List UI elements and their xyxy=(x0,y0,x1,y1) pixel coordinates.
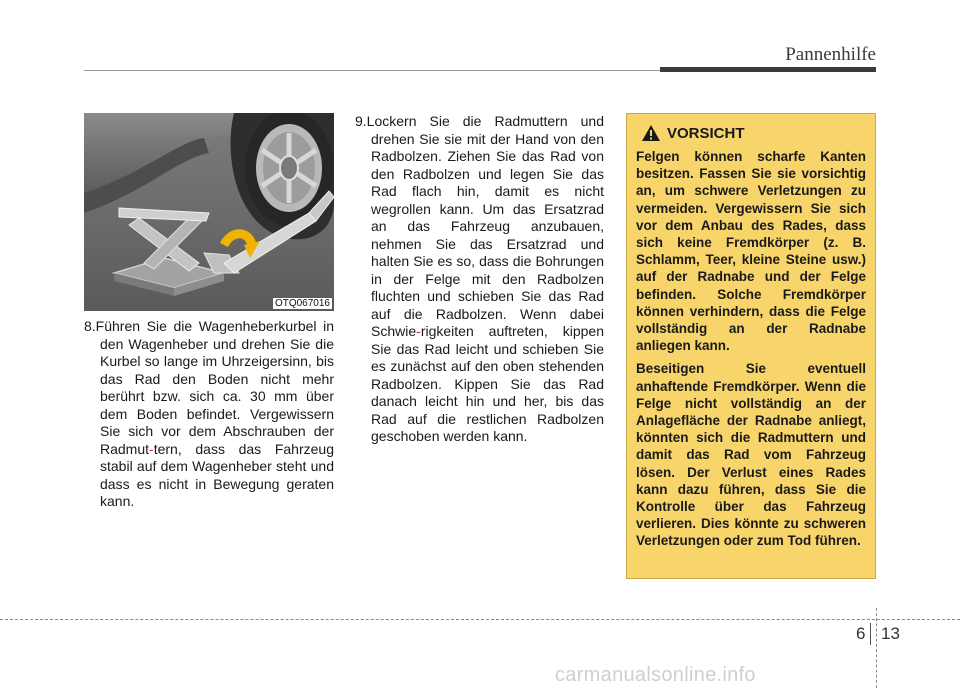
jack-illustration xyxy=(84,113,334,311)
footer-rule xyxy=(0,619,960,620)
jack-crank-illustration xyxy=(84,113,334,311)
warning-box xyxy=(626,113,876,579)
warning-header xyxy=(636,124,866,142)
footer-crop-mark xyxy=(876,608,877,688)
middle-column xyxy=(355,113,604,446)
step-8-text: 8.Führen Sie die Wagenheberkurbel in den Wagenheber und drehen Sie die Kurbel so lange im Uhrzeigersinn, bis das Rad den Boden nicht mehr berührt bzw. sich ca. 30 mm über dem Boden befindet. Vergewissern Sie sich vor dem Abschrauben der Radmut-tern, dass das Fahrzeug stabil auf dem Wagenheber steht und dass es nicht in Bewegung geraten kann. xyxy=(84,318,334,509)
warning-triangle-icon xyxy=(641,124,661,142)
page-number: 13 xyxy=(881,624,900,643)
chapter-number: 6 xyxy=(856,624,866,643)
section-title: Pannenhilfe xyxy=(785,44,876,65)
warning-paragraph-1: Felgen können scharfe Kanten besitzen. Fassen Sie sie vorsichtig an, um schwere Verletzungen zu vermeiden. Vergewissern Sie sich vor dem Anbau des Rades, dass sich keine Fremdkörper (z. B. Schlamm, Teer, kleine Steine usw.) auf der Radnabe und der Felge befinden. Solche Fremdkörper können verhindern, dass die Felge vollständig an der Radnabe anliegen kann. xyxy=(636,149,866,354)
header-rule-accent xyxy=(660,67,876,72)
page-number-separator xyxy=(870,623,871,645)
step-9-text: 9.Lockern Sie die Radmuttern und drehen Sie sie mit der Hand von den Radbolzen. Ziehen Sie das Rad von den Radbolzen und legen Sie das Rad flach hin, damit es nicht wegrollen kann. Um das Ersatzrad an das Fahrzeug anzubauen, nehmen Sie das Ersatzrad und halten Sie es so, dass die Bohrungen in der Felge mit den Radbolzen fluchten und schieben Sie das Rad auf die Radbolzen. Wenn dabei Schwie-rigkeiten auftreten, kippen Sie das Rad leicht und schieben Sie es zunächst auf den oben stehenden Radbolzen. Kippen Sie das Rad danach leicht hin und her, bis das Rad auf die restlichen Radbolzen geschoben werden kann. xyxy=(355,113,604,444)
watermark: carmanualsonline.info xyxy=(555,664,756,686)
left-column xyxy=(84,318,334,511)
warning-paragraph-2: Beseitigen Sie eventuell anhaftende Fremdkörper. Wenn die Felge nicht vollständig an der Anlagefläche der Radnabe anliegt, könnten sich die Radmuttern und damit das Rad vom Fahrzeug lösen. Der Verlust eines Rades kann dazu führen, dass Sie die Kontrolle über das Fahrzeug verlieren. Dies könnte zu schweren Verletzungen oder zum Tod führen. xyxy=(636,361,866,549)
figure-caption: OTQ067016 xyxy=(274,298,330,309)
header-rule xyxy=(84,70,664,71)
warning-title: VORSICHT xyxy=(667,124,745,142)
